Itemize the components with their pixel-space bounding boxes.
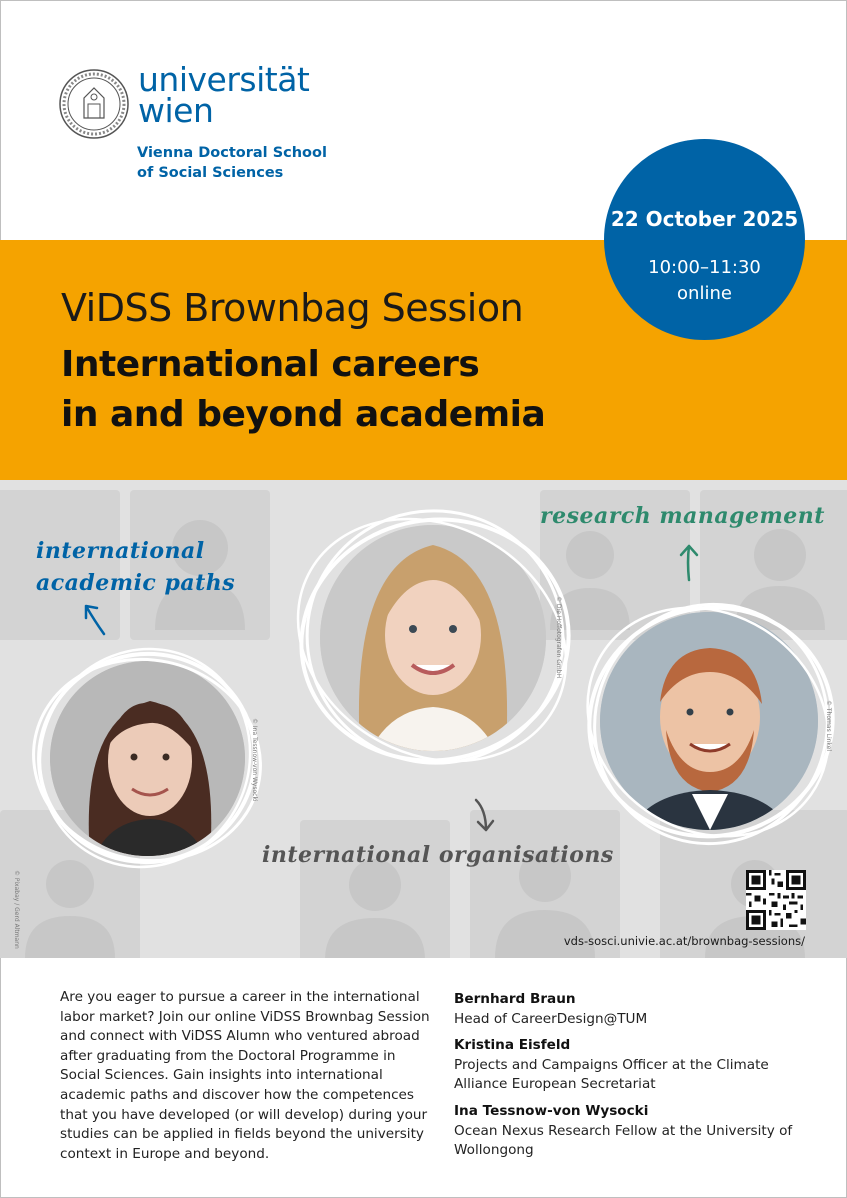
- event-title: [61, 340, 545, 440]
- event-time: 10:00–11:30: [648, 257, 761, 278]
- school-name-line-2: of Social Sciences: [137, 165, 284, 181]
- speaker-photo-kristina: [320, 525, 546, 751]
- tag-academic-line-1: international: [36, 538, 205, 564]
- speaker-name: Bernhard Braun: [454, 991, 576, 1007]
- person-silhouette-icon: [730, 520, 830, 630]
- tag-research-management: research management: [540, 503, 825, 529]
- portrait-illustration: [320, 525, 546, 751]
- speaker-role: Head of CareerDesign@TUM: [454, 1010, 648, 1027]
- qr-code-icon[interactable]: [746, 870, 806, 930]
- logo-line-2: wien: [138, 91, 214, 130]
- event-title-line-1: International careers: [61, 344, 480, 385]
- event-time-block: [604, 255, 805, 307]
- university-seal-logo: [58, 68, 130, 140]
- portrait-illustration: [50, 661, 245, 856]
- school-name-line-1: Vienna Doctoral School: [137, 145, 327, 161]
- speaker-item: [454, 990, 794, 1029]
- speaker-item: [454, 1036, 794, 1095]
- photo-credit-background: © Pixabay / Gerd Altmann: [13, 870, 20, 949]
- photo-credit-left: © Ina Tessnow-von Wysocki: [251, 718, 258, 802]
- photo-credit-middle: © Die Hoffotografen GmbH: [555, 596, 562, 679]
- logo-line-1: universität: [138, 60, 310, 99]
- person-silhouette-icon: [20, 850, 120, 958]
- tag-academic-line-2: academic paths: [36, 570, 236, 596]
- speaker-photo-ina: [50, 661, 245, 856]
- event-title-line-2: in and beyond academia: [61, 394, 546, 435]
- speaker-photo-bernhard: [600, 612, 818, 830]
- date-badge: [604, 139, 805, 340]
- arrow-down-icon: [470, 796, 498, 836]
- university-logo-wordmark: [138, 60, 310, 130]
- tag-international-academic-paths: [36, 535, 235, 599]
- speaker-role: Projects and Campaigns Officer at the Climate Alliance European Secretariat: [454, 1056, 769, 1093]
- intro-paragraph: Are you eager to pursue a career in the international labor market? Join our online ViDSS Brownbag Session and connect with ViDSS Alumn who ventured abroad after graduating from the Doctoral Programme in Social Sciences. Gain insights into international academic paths and discover how the competences that you have developed (or will develop) during your studies can be applied in fields beyond the university context in Europe and beyond.: [60, 989, 430, 1162]
- speaker-name: Kristina Eisfeld: [454, 1037, 571, 1054]
- event-date: 22 October 2025: [610, 207, 799, 231]
- photo-credit-right: © Thomas Linkel: [825, 700, 832, 752]
- event-series: ViDSS Brownbag Session: [61, 286, 524, 330]
- event-mode: online: [677, 283, 732, 304]
- speaker-role: Ocean Nexus Research Fellow at the University of Wollongong: [454, 1122, 793, 1159]
- arrow-up-left-icon: [80, 600, 110, 638]
- speaker-item: [454, 1102, 794, 1161]
- portrait-illustration: [600, 612, 818, 830]
- speaker-list: [454, 990, 794, 1168]
- arrow-up-icon: [676, 540, 702, 584]
- tag-international-organisations: international organisations: [262, 842, 614, 868]
- school-name: [137, 143, 327, 183]
- speaker-name: Ina Tessnow-von Wysocki: [454, 1102, 649, 1119]
- event-url-link[interactable]: vds-sosci.univie.ac.at/brownbag-sessions/: [563, 934, 805, 948]
